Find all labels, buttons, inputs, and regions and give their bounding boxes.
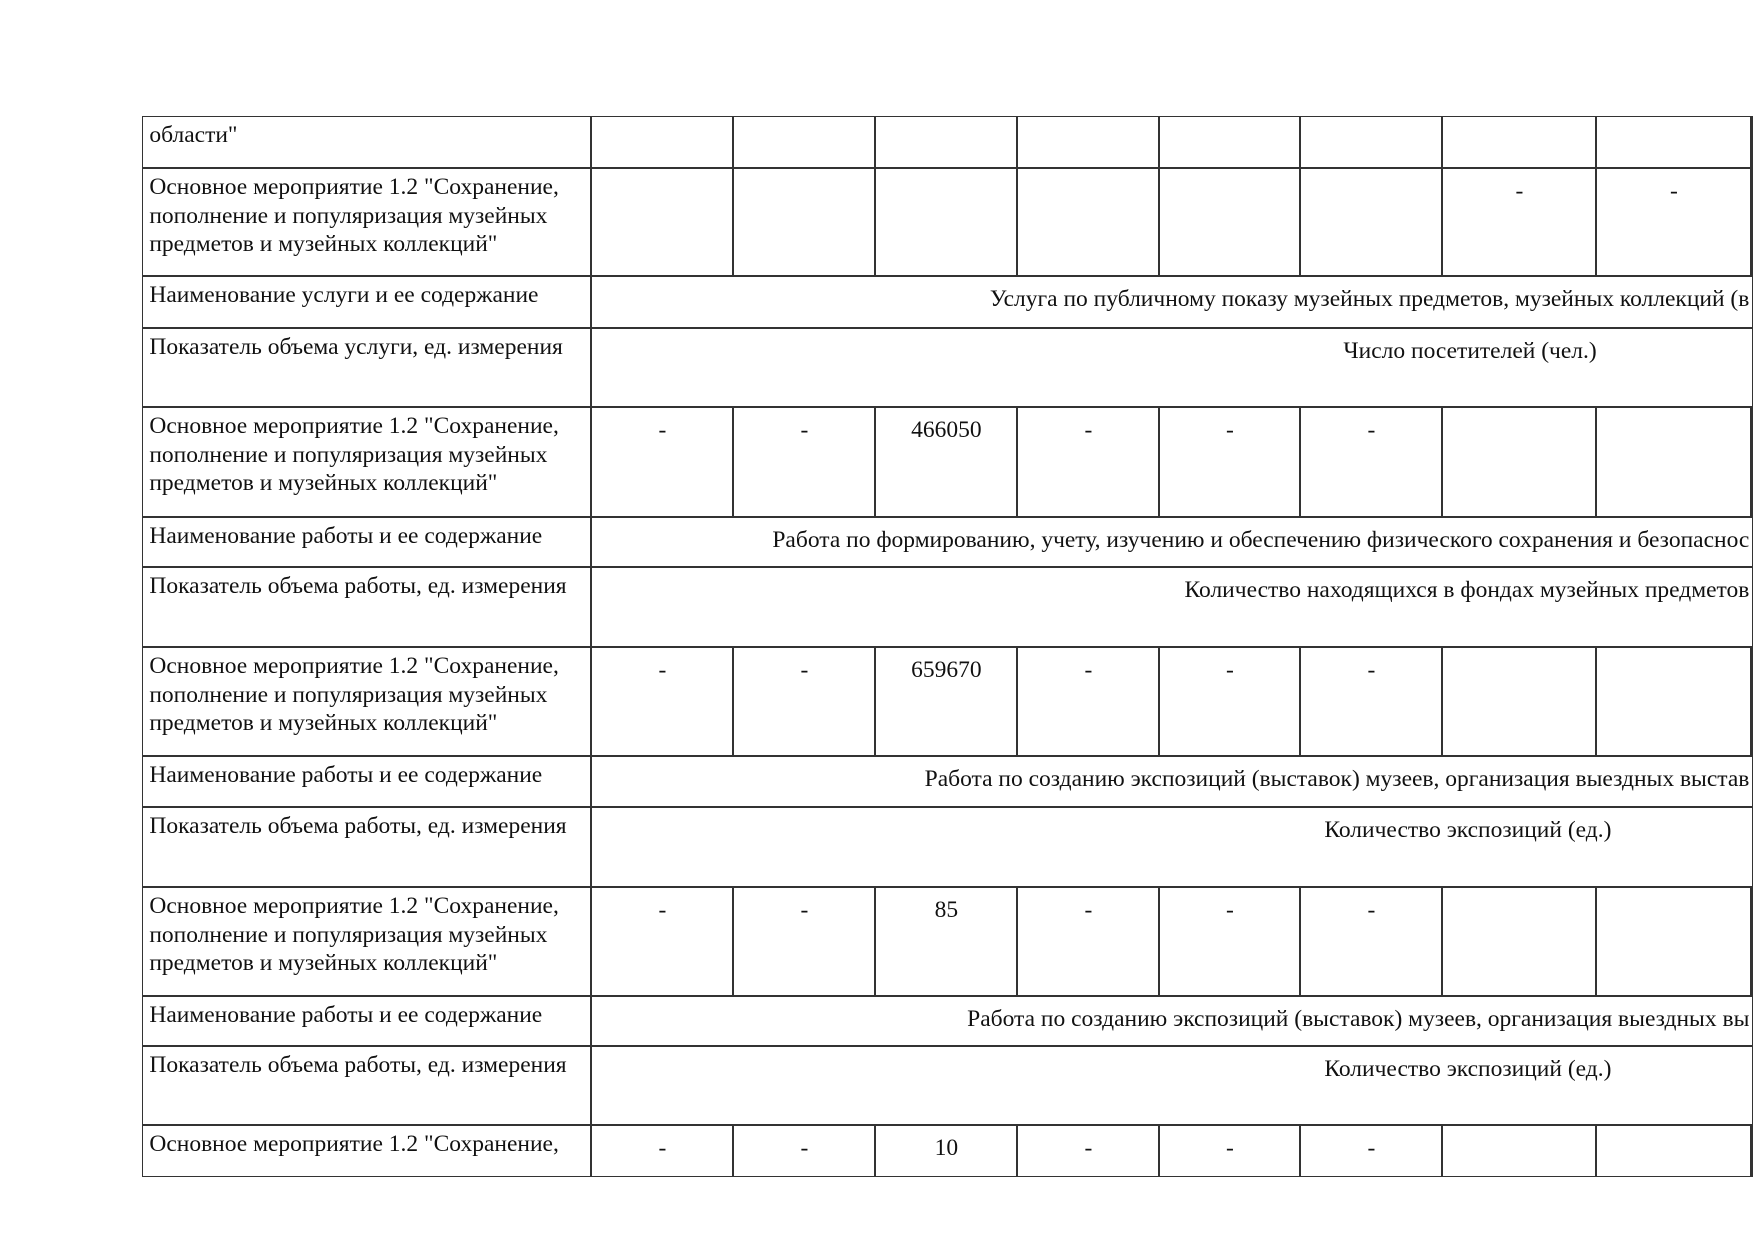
merged-cell-text: Количество экспозиций (ед.) — [1324, 1056, 1612, 1083]
value-cell: - — [1159, 407, 1300, 517]
value-cell: - — [1017, 407, 1159, 517]
value-cell — [875, 168, 1017, 276]
row-label: области" — [142, 116, 591, 168]
value-cell — [1017, 168, 1159, 276]
value-cell: - — [1300, 1125, 1442, 1177]
value-cell: - — [1159, 1125, 1300, 1177]
value-cell — [591, 168, 733, 276]
value-cell — [1442, 407, 1596, 517]
merged-cell — [591, 276, 1753, 328]
value-cell: - — [591, 1125, 733, 1177]
value-cell — [1751, 887, 1753, 996]
value-cell: - — [1159, 647, 1300, 756]
merged-cell-text: Работа по созданию экспозиций (выставок) музеев, организация выездных выстав — [924, 766, 1750, 793]
value-cell — [1751, 116, 1753, 168]
value-cell — [1442, 647, 1596, 756]
value-cell: 466050 — [875, 407, 1017, 517]
value-cell: - — [1017, 1125, 1159, 1177]
merged-cell — [591, 807, 1753, 887]
value-cell: - — [1300, 407, 1442, 517]
value-cell — [1017, 116, 1159, 168]
merged-cell-text: Работа по созданию экспозиций (выставок) музеев, организация выездных вы — [967, 1006, 1750, 1033]
value-cell — [733, 168, 875, 276]
row-label: Наименование работы и ее содержание — [142, 517, 591, 567]
value-cell: - — [1442, 168, 1596, 276]
value-cell — [1442, 1125, 1596, 1177]
row-label: Наименование работы и ее содержание — [142, 756, 591, 807]
value-cell: - — [1300, 887, 1442, 996]
value-cell — [1596, 116, 1751, 168]
value-cell — [1159, 168, 1300, 276]
row-label: Наименование работы и ее содержание — [142, 996, 591, 1046]
value-cell: - — [591, 407, 733, 517]
merged-cell — [591, 328, 1753, 407]
merged-cell-text: Число посетителей (чел.) — [1343, 338, 1597, 365]
value-cell: - — [1017, 887, 1159, 996]
row-label: Основное мероприятие 1.2 "Сохранение, пополнение и популяризация музейных предметов и музейных коллекций" — [142, 887, 591, 996]
merged-cell — [591, 756, 1753, 807]
merged-cell — [591, 1046, 1753, 1125]
value-cell — [1596, 407, 1751, 517]
row-label: Наименование услуги и ее содержание — [142, 276, 591, 328]
value-cell — [1596, 647, 1751, 756]
row-label: Основное мероприятие 1.2 "Сохранение, пополнение и популяризация музейных предметов и музейных коллекций" — [142, 168, 591, 276]
row-label: Показатель объема работы, ед. измерения — [142, 807, 591, 887]
row-label: Основное мероприятие 1.2 "Сохранение, — [142, 1125, 591, 1177]
value-cell — [591, 116, 733, 168]
value-cell — [1751, 168, 1753, 276]
merged-cell-text: Работа по формированию, учету, изучению и обеспечению физического сохранения и безопаснос — [772, 527, 1750, 554]
value-cell — [1596, 887, 1751, 996]
merged-cell-text: Количество находящихся в фондах музейных предметов — [1184, 577, 1750, 604]
row-label: Показатель объема работы, ед. измерения — [142, 1046, 591, 1125]
value-cell: - — [1596, 168, 1751, 276]
value-cell: - — [733, 1125, 875, 1177]
value-cell: - — [591, 887, 733, 996]
row-label: Показатель объема работы, ед. измерения — [142, 567, 591, 647]
row-label: Показатель объема услуги, ед. измерения — [142, 328, 591, 407]
value-cell: - — [1017, 647, 1159, 756]
merged-cell-text: Количество экспозиций (ед.) — [1324, 817, 1612, 844]
value-cell — [1159, 116, 1300, 168]
value-cell — [1442, 116, 1596, 168]
merged-cell-text: Услуга по публичному показу музейных предметов, музейных коллекций (в — [989, 286, 1750, 313]
value-cell — [1751, 647, 1753, 756]
value-cell — [1751, 1125, 1753, 1177]
value-cell — [875, 116, 1017, 168]
value-cell: - — [733, 887, 875, 996]
value-cell: - — [733, 407, 875, 517]
value-cell — [1300, 168, 1442, 276]
value-cell — [733, 116, 875, 168]
value-cell: - — [1300, 647, 1442, 756]
value-cell — [1442, 887, 1596, 996]
value-cell — [1751, 407, 1753, 517]
value-cell: 659670 — [875, 647, 1017, 756]
value-cell: 10 — [875, 1125, 1017, 1177]
value-cell — [1596, 1125, 1751, 1177]
value-cell: - — [591, 647, 733, 756]
merged-cell — [591, 517, 1753, 567]
merged-cell — [591, 996, 1753, 1046]
value-cell: - — [1159, 887, 1300, 996]
value-cell: 85 — [875, 887, 1017, 996]
value-cell — [1300, 116, 1442, 168]
value-cell: - — [733, 647, 875, 756]
row-label: Основное мероприятие 1.2 "Сохранение, пополнение и популяризация музейных предметов и музейных коллекций" — [142, 407, 591, 517]
merged-cell — [591, 567, 1753, 647]
row-label: Основное мероприятие 1.2 "Сохранение, пополнение и популяризация музейных предметов и музейных коллекций" — [142, 647, 591, 756]
